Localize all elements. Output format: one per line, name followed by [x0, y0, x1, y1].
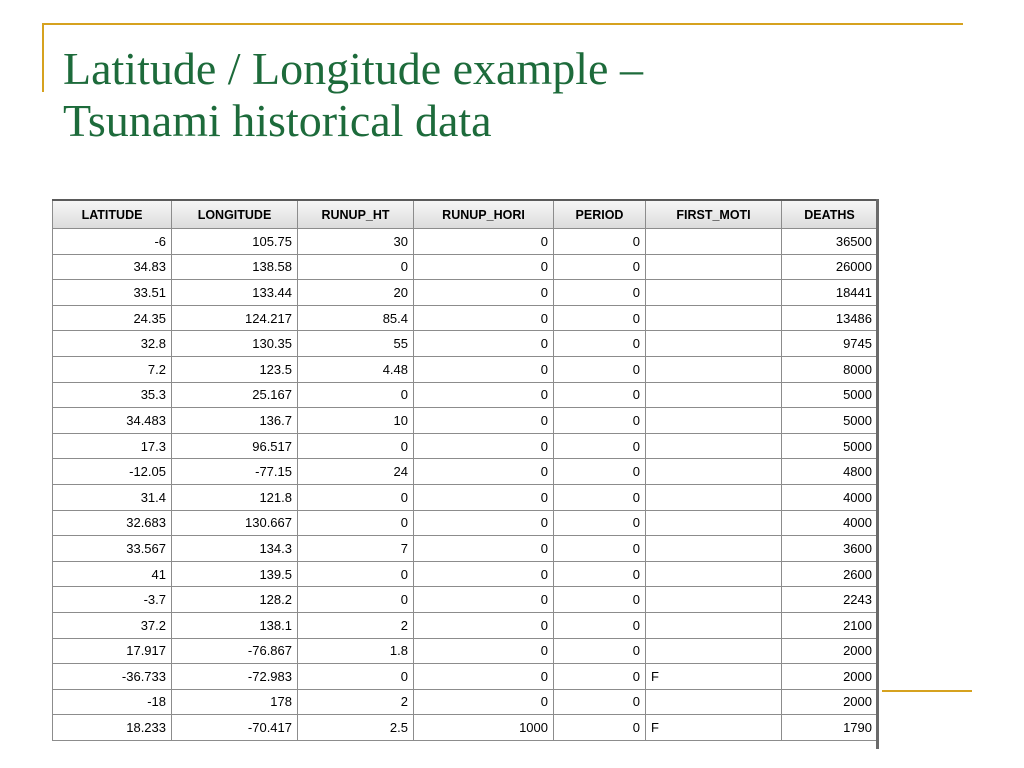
cell-latitude[interactable]: -36.733: [53, 664, 172, 690]
cell-runup-hori[interactable]: 0: [414, 484, 554, 510]
cell-first-moti[interactable]: [646, 612, 782, 638]
cell-period[interactable]: 0: [554, 510, 646, 536]
cell-latitude[interactable]: 37.2: [53, 612, 172, 638]
cell-latitude[interactable]: 31.4: [53, 484, 172, 510]
cell-period[interactable]: 0: [554, 433, 646, 459]
cell-runup-hori[interactable]: 0: [414, 638, 554, 664]
cell-latitude[interactable]: -3.7: [53, 587, 172, 613]
cell-period[interactable]: 0: [554, 612, 646, 638]
cell-runup-ht[interactable]: 2.5: [298, 715, 414, 741]
table-row[interactable]: [53, 433, 878, 459]
cell-period[interactable]: 0: [554, 254, 646, 280]
cell-first-moti[interactable]: [646, 382, 782, 408]
table-row[interactable]: [53, 356, 878, 382]
cell-deaths[interactable]: 4000: [782, 484, 878, 510]
cell-first-moti[interactable]: [646, 689, 782, 715]
cell-deaths[interactable]: 2000: [782, 638, 878, 664]
cell-longitude[interactable]: -70.417: [172, 715, 298, 741]
cell-deaths[interactable]: 18441: [782, 280, 878, 306]
cell-longitude[interactable]: 105.75: [172, 229, 298, 255]
cell-longitude[interactable]: 96.517: [172, 433, 298, 459]
cell-longitude[interactable]: 139.5: [172, 561, 298, 587]
cell-longitude[interactable]: 130.667: [172, 510, 298, 536]
cell-runup-ht[interactable]: 20: [298, 280, 414, 306]
cell-deaths[interactable]: 2000: [782, 664, 878, 690]
cell-deaths[interactable]: 26000: [782, 254, 878, 280]
table-row[interactable]: [53, 612, 878, 638]
cell-deaths[interactable]: 36500: [782, 229, 878, 255]
table-row[interactable]: [53, 280, 878, 306]
accent-line-top: [42, 23, 963, 25]
cell-runup-hori[interactable]: 0: [414, 689, 554, 715]
cell-first-moti[interactable]: [646, 561, 782, 587]
table-header-row: [53, 200, 878, 229]
accent-line-left: [42, 23, 44, 92]
cell-deaths[interactable]: 2600: [782, 561, 878, 587]
cell-first-moti[interactable]: [646, 459, 782, 485]
cell-runup-hori[interactable]: 0: [414, 305, 554, 331]
table-right-edge: [876, 199, 879, 749]
cell-first-moti[interactable]: [646, 638, 782, 664]
cell-runup-hori[interactable]: 0: [414, 587, 554, 613]
cell-longitude[interactable]: 136.7: [172, 408, 298, 434]
cell-period[interactable]: 0: [554, 356, 646, 382]
cell-period[interactable]: 0: [554, 689, 646, 715]
cell-runup-hori[interactable]: 1000: [414, 715, 554, 741]
cell-longitude[interactable]: 130.35: [172, 331, 298, 357]
table-row[interactable]: [53, 229, 878, 255]
cell-first-moti[interactable]: [646, 229, 782, 255]
cell-runup-hori[interactable]: 0: [414, 382, 554, 408]
cell-first-moti[interactable]: [646, 510, 782, 536]
cell-period[interactable]: 0: [554, 229, 646, 255]
cell-longitude[interactable]: -76.867: [172, 638, 298, 664]
cell-longitude[interactable]: 133.44: [172, 280, 298, 306]
cell-latitude[interactable]: 17.3: [53, 433, 172, 459]
cell-latitude[interactable]: 17.917: [53, 638, 172, 664]
cell-longitude[interactable]: -77.15: [172, 459, 298, 485]
table-row[interactable]: [53, 254, 878, 280]
slide-title-line-2: Tsunami historical data: [63, 95, 492, 146]
table-row[interactable]: [53, 331, 878, 357]
cell-latitude[interactable]: 18.233: [53, 715, 172, 741]
cell-runup-ht[interactable]: 0: [298, 587, 414, 613]
table-row[interactable]: [53, 484, 878, 510]
cell-deaths[interactable]: 2000: [782, 689, 878, 715]
column-header-period[interactable]: PERIOD: [554, 200, 646, 229]
cell-runup-ht[interactable]: 0: [298, 382, 414, 408]
table-row[interactable]: [53, 408, 878, 434]
column-header-runup-ht[interactable]: RUNUP_HT: [298, 200, 414, 229]
column-header-runup-hori[interactable]: RUNUP_HORI: [414, 200, 554, 229]
cell-first-moti[interactable]: [646, 484, 782, 510]
cell-first-moti[interactable]: [646, 280, 782, 306]
cell-runup-ht[interactable]: 0: [298, 484, 414, 510]
cell-longitude[interactable]: -72.983: [172, 664, 298, 690]
cell-first-moti[interactable]: F: [646, 715, 782, 741]
cell-runup-ht[interactable]: 0: [298, 664, 414, 690]
cell-deaths[interactable]: 13486: [782, 305, 878, 331]
cell-latitude[interactable]: 35.3: [53, 382, 172, 408]
cell-period[interactable]: 0: [554, 331, 646, 357]
cell-runup-hori[interactable]: 0: [414, 356, 554, 382]
column-header-deaths[interactable]: DEATHS: [782, 200, 878, 229]
cell-runup-ht[interactable]: 0: [298, 254, 414, 280]
cell-longitude[interactable]: 128.2: [172, 587, 298, 613]
attribute-table: [52, 199, 878, 749]
cell-period[interactable]: 0: [554, 408, 646, 434]
cell-deaths[interactable]: 2243: [782, 587, 878, 613]
cell-runup-hori[interactable]: 0: [414, 254, 554, 280]
table-row[interactable]: [53, 459, 878, 485]
cell-longitude[interactable]: 178: [172, 689, 298, 715]
cell-latitude[interactable]: 32.683: [53, 510, 172, 536]
cell-runup-ht[interactable]: 1.8: [298, 638, 414, 664]
cell-first-moti[interactable]: [646, 305, 782, 331]
cell-latitude[interactable]: -18: [53, 689, 172, 715]
slide-title: [63, 43, 923, 147]
table-row[interactable]: [53, 382, 878, 408]
cell-latitude[interactable]: -6: [53, 229, 172, 255]
cell-runup-ht[interactable]: 10: [298, 408, 414, 434]
cell-runup-ht[interactable]: 0: [298, 433, 414, 459]
table-row[interactable]: [53, 638, 878, 664]
cell-period[interactable]: 0: [554, 382, 646, 408]
cell-runup-hori[interactable]: 0: [414, 510, 554, 536]
cell-deaths[interactable]: 4000: [782, 510, 878, 536]
column-header-first-moti[interactable]: FIRST_MOTI: [646, 200, 782, 229]
cell-first-moti[interactable]: [646, 587, 782, 613]
cell-runup-hori[interactable]: 0: [414, 561, 554, 587]
cell-period[interactable]: 0: [554, 305, 646, 331]
cell-latitude[interactable]: 34.83: [53, 254, 172, 280]
cell-period[interactable]: 0: [554, 561, 646, 587]
cell-deaths[interactable]: 5000: [782, 382, 878, 408]
cell-deaths[interactable]: 4800: [782, 459, 878, 485]
table-row[interactable]: [53, 587, 878, 613]
slide-title-line-1: Latitude / Longitude example –: [63, 43, 643, 94]
cell-runup-ht[interactable]: 85.4: [298, 305, 414, 331]
cell-longitude[interactable]: 138.58: [172, 254, 298, 280]
cell-latitude[interactable]: 24.35: [53, 305, 172, 331]
cell-runup-hori[interactable]: 0: [414, 433, 554, 459]
cell-latitude[interactable]: -12.05: [53, 459, 172, 485]
cell-longitude[interactable]: 134.3: [172, 536, 298, 562]
cell-runup-hori[interactable]: 0: [414, 408, 554, 434]
cell-runup-hori[interactable]: 0: [414, 664, 554, 690]
cell-runup-ht[interactable]: 4.48: [298, 356, 414, 382]
cell-latitude[interactable]: 7.2: [53, 356, 172, 382]
cell-runup-ht[interactable]: 30: [298, 229, 414, 255]
cell-first-moti[interactable]: [646, 433, 782, 459]
cell-runup-hori[interactable]: 0: [414, 612, 554, 638]
cell-runup-ht[interactable]: 7: [298, 536, 414, 562]
cell-runup-ht[interactable]: 55: [298, 331, 414, 357]
cell-longitude[interactable]: 138.1: [172, 612, 298, 638]
cell-period[interactable]: 0: [554, 459, 646, 485]
cell-period[interactable]: 0: [554, 715, 646, 741]
cell-latitude[interactable]: 33.51: [53, 280, 172, 306]
cell-runup-hori[interactable]: 0: [414, 536, 554, 562]
table-row[interactable]: [53, 510, 878, 536]
cell-deaths[interactable]: 3600: [782, 536, 878, 562]
cell-latitude[interactable]: 34.483: [53, 408, 172, 434]
table-row[interactable]: [53, 664, 878, 690]
cell-latitude[interactable]: 33.567: [53, 536, 172, 562]
cell-runup-hori[interactable]: 0: [414, 280, 554, 306]
cell-runup-ht[interactable]: 0: [298, 561, 414, 587]
cell-deaths[interactable]: 8000: [782, 356, 878, 382]
cell-period[interactable]: 0: [554, 587, 646, 613]
cell-first-moti[interactable]: [646, 356, 782, 382]
cell-deaths[interactable]: 2100: [782, 612, 878, 638]
cell-latitude[interactable]: 32.8: [53, 331, 172, 357]
cell-period[interactable]: 0: [554, 536, 646, 562]
table-row[interactable]: [53, 536, 878, 562]
cell-period[interactable]: 0: [554, 638, 646, 664]
table-row[interactable]: [53, 561, 878, 587]
cell-longitude[interactable]: 25.167: [172, 382, 298, 408]
cell-runup-ht[interactable]: 2: [298, 689, 414, 715]
cell-deaths[interactable]: 9745: [782, 331, 878, 357]
cell-first-moti[interactable]: [646, 408, 782, 434]
cell-runup-ht[interactable]: 2: [298, 612, 414, 638]
cell-first-moti[interactable]: F: [646, 664, 782, 690]
column-header-latitude[interactable]: LATITUDE: [53, 200, 172, 229]
cell-period[interactable]: 0: [554, 664, 646, 690]
tsunami-data-table: [52, 199, 878, 741]
cell-deaths[interactable]: 5000: [782, 408, 878, 434]
cell-latitude[interactable]: 41: [53, 561, 172, 587]
cell-runup-hori[interactable]: 0: [414, 331, 554, 357]
cell-longitude[interactable]: 121.8: [172, 484, 298, 510]
accent-line-bottom: [882, 690, 972, 692]
cell-longitude[interactable]: 124.217: [172, 305, 298, 331]
cell-deaths[interactable]: 1790: [782, 715, 878, 741]
cell-longitude[interactable]: 123.5: [172, 356, 298, 382]
table-row[interactable]: [53, 305, 878, 331]
cell-runup-hori[interactable]: 0: [414, 459, 554, 485]
column-header-longitude[interactable]: LONGITUDE: [172, 200, 298, 229]
cell-runup-ht[interactable]: 0: [298, 510, 414, 536]
cell-first-moti[interactable]: [646, 331, 782, 357]
cell-first-moti[interactable]: [646, 254, 782, 280]
cell-runup-ht[interactable]: 24: [298, 459, 414, 485]
cell-runup-hori[interactable]: 0: [414, 229, 554, 255]
cell-period[interactable]: 0: [554, 484, 646, 510]
cell-deaths[interactable]: 5000: [782, 433, 878, 459]
cell-first-moti[interactable]: [646, 536, 782, 562]
table-row[interactable]: [53, 715, 878, 741]
cell-period[interactable]: 0: [554, 280, 646, 306]
table-row[interactable]: [53, 689, 878, 715]
